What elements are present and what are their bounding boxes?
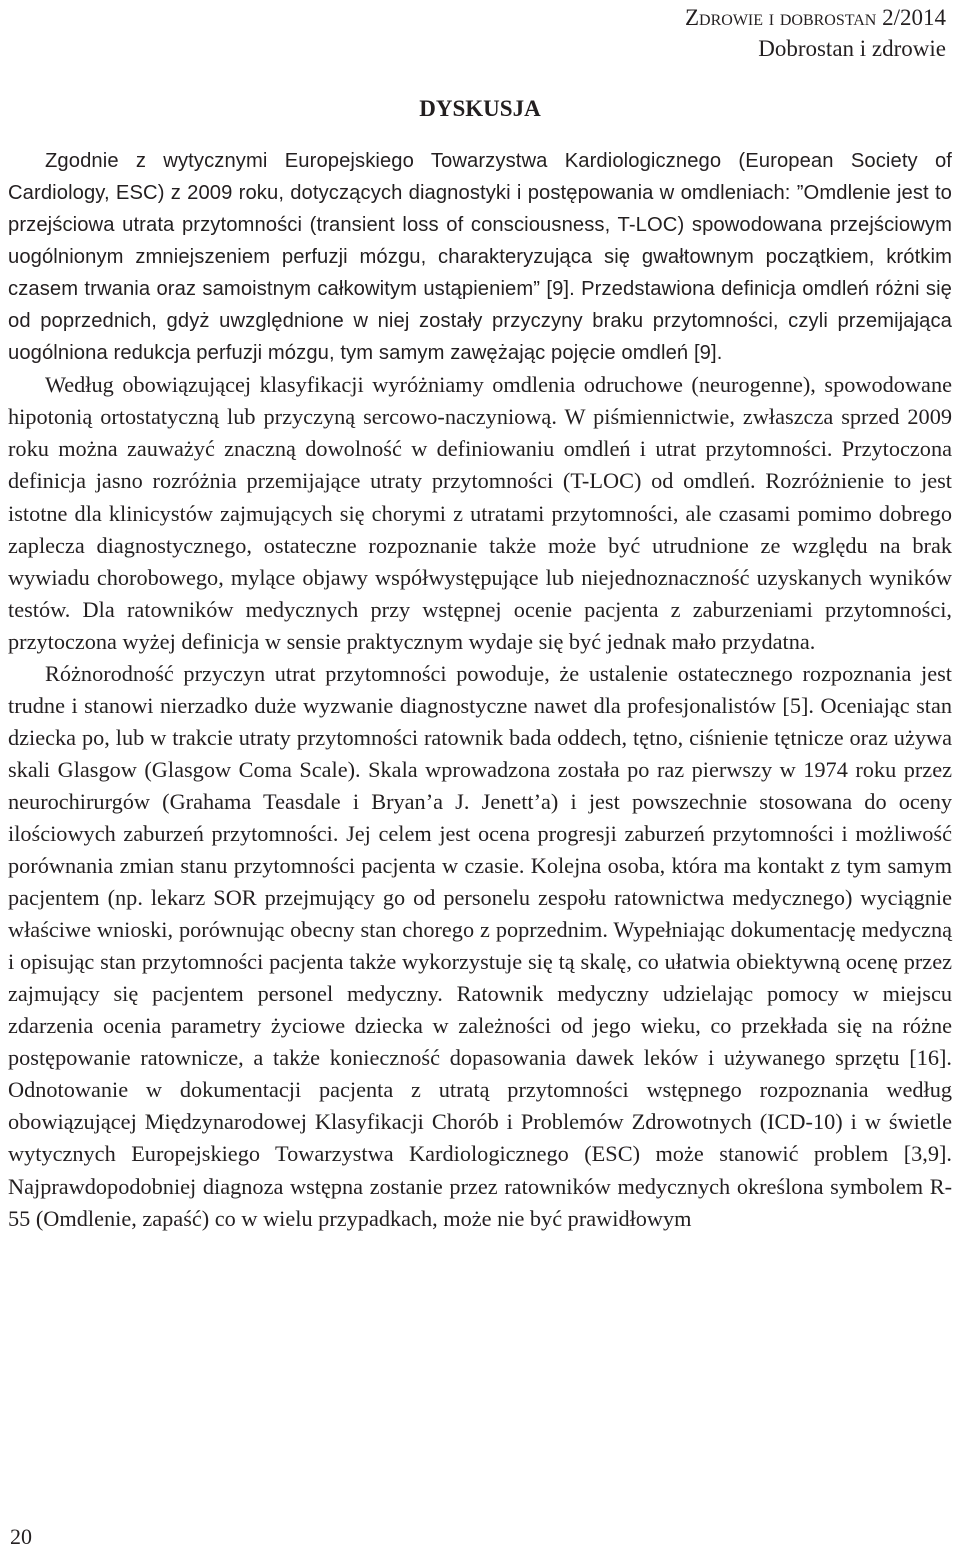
paragraph-text: Przedstawiona definicja omdleń różni się od poprzednich, gdyż uwzględnione w niej zostały przyczyny braku przytomności, czyli przemijająca uogólniona redukcja perfuzji mózgu, tym samym zawężając pojęcie omdleń [9]. [8,278,953,365]
article-body [8,145,952,1235]
paragraph-diagnosis: Różnorodność przyczyn utrat przytomności powoduje, że ustalenie ostatecznego rozpoznania jest trudne i stanowi nierzadko duże wyzwanie diagnostyczne nawet dla profesjonalistów [5]. Oceniając stan dziecka po, lub w trakcie utraty przytomności ratownik bada oddech, tętno, ciśnienie tętnicze oraz używa skali Glasgow (Glasgow Coma Scale). Skala wprowadzona została po raz pierwszy w 1974 roku przez neurochirurgów (Grahama Teasdale i Bryan’a J. Jenett’a) i jest powszechnie stosowana do oceny ilościowych zaburzeń przytomności. Jej celem jest ocena progresji zaburzeń przytomności i możliwość porównania zmian stanu przytomności pacjenta w czasie. Kolejna osoba, która ma kontakt z tym samym pacjentem (np. lekarz SOR przejmujący go od personelu zespołu ratownictwa medycznego) wyciągnie właściwe wnioski, porównując obecny stan chorego z poprzednim. Wypełniając dokumentację medyczną i opisując stan przytomności pacjenta także wykorzystuje się tą skalę, co ułatwia obiektywną ocenę przez zajmujący się pacjentem personel medyczny. Ratownik medyczny udzielając pomocy w miejscu zdarzenia ocenia parametry życiowe dziecka w zależności od jego wieku, co przekłada się na różne postępowanie ratownicze, a także konieczność dopasowania dawek leków i używanego sprzętu [16]. Odnotowanie w dokumentacji pacjenta z utratą przytomności wstępnego rozpoznania według obowiązującej Międzynarodowej Klasyfikacji Chorób i Problemów Zdrowotnych (ICD-10) i w świetle wytycznych Europejskiego Towarzystwa Kardiologicznego (ESC) może stanowić problem [3,9]. Najprawdopodobniej diagnoza wstępna zostanie przez ratowników medycznych określona symbolem R-55 (Omdlenie, zapaść) co w wielu przypadkach, może nie być prawidłowym [8,660,952,1231]
paragraph-classification: Według obowiązującej klasyfikacji wyróżniamy omdlenia odruchowe (neurogenne), spowodowane hipotonią ortostatyczną lub przyczyną sercowo-naczyniową. W piśmiennictwie, zwłaszcza sprzed 2009 roku można zauważyć znaczną dowolność w definiowaniu omdleń i utrat przytomności. Przytoczona definicja jasno rozróżnia przemijające utraty przytomności (T-LOC) od omdleń. Rozróżnienie to jest istotne dla klinicystów zajmujących się chorymi z utratami przytomności, ale czasami pomimo dobrego zaplecza diagnostycznego, ostateczne rozpoznanie także może być utrudnione ze względu na brak wywiadu chorobowego, mylące objawy współwystępujące lub niejednoznaczność uzyskanych wyników testów. Dla ratowników medycznych przy wstępnej ocenie pacjenta z zaburzeniami przytomności, przytoczona wyżej definicja w sensie praktycznym wydaje się być jednak mało przydatna. [8,372,952,654]
page-number: 20 [10,1524,32,1549]
paragraph-definition [8,145,952,369]
section-heading: DYSKUSJA [419,96,541,121]
page-header [685,2,946,64]
paragraph-text: Zgodnie z wytycznymi Europejskiego Towarzystwa Kardiologicznego (European Society of Cardiology, ESC) z 2009 roku, dotyczących diagnostyki i postępowania w omdleniach: ”Omdlenie jest to przejściowa utrata przytomności (transient loss of consciousness, T-LOC) spowodowana przejściowym uogólnionym zmniejszeniem perfuzji mózgu, charakteryzująca się gwałtownym początkiem, krótkim czasem trwania oraz samoistnym całkowitym ustąpieniem” [9]. [8,150,952,301]
running-title: Dobrostan i zdrowie [758,36,946,61]
journal-title: Zdrowie i dobrostan 2/2014 [684,5,946,30]
